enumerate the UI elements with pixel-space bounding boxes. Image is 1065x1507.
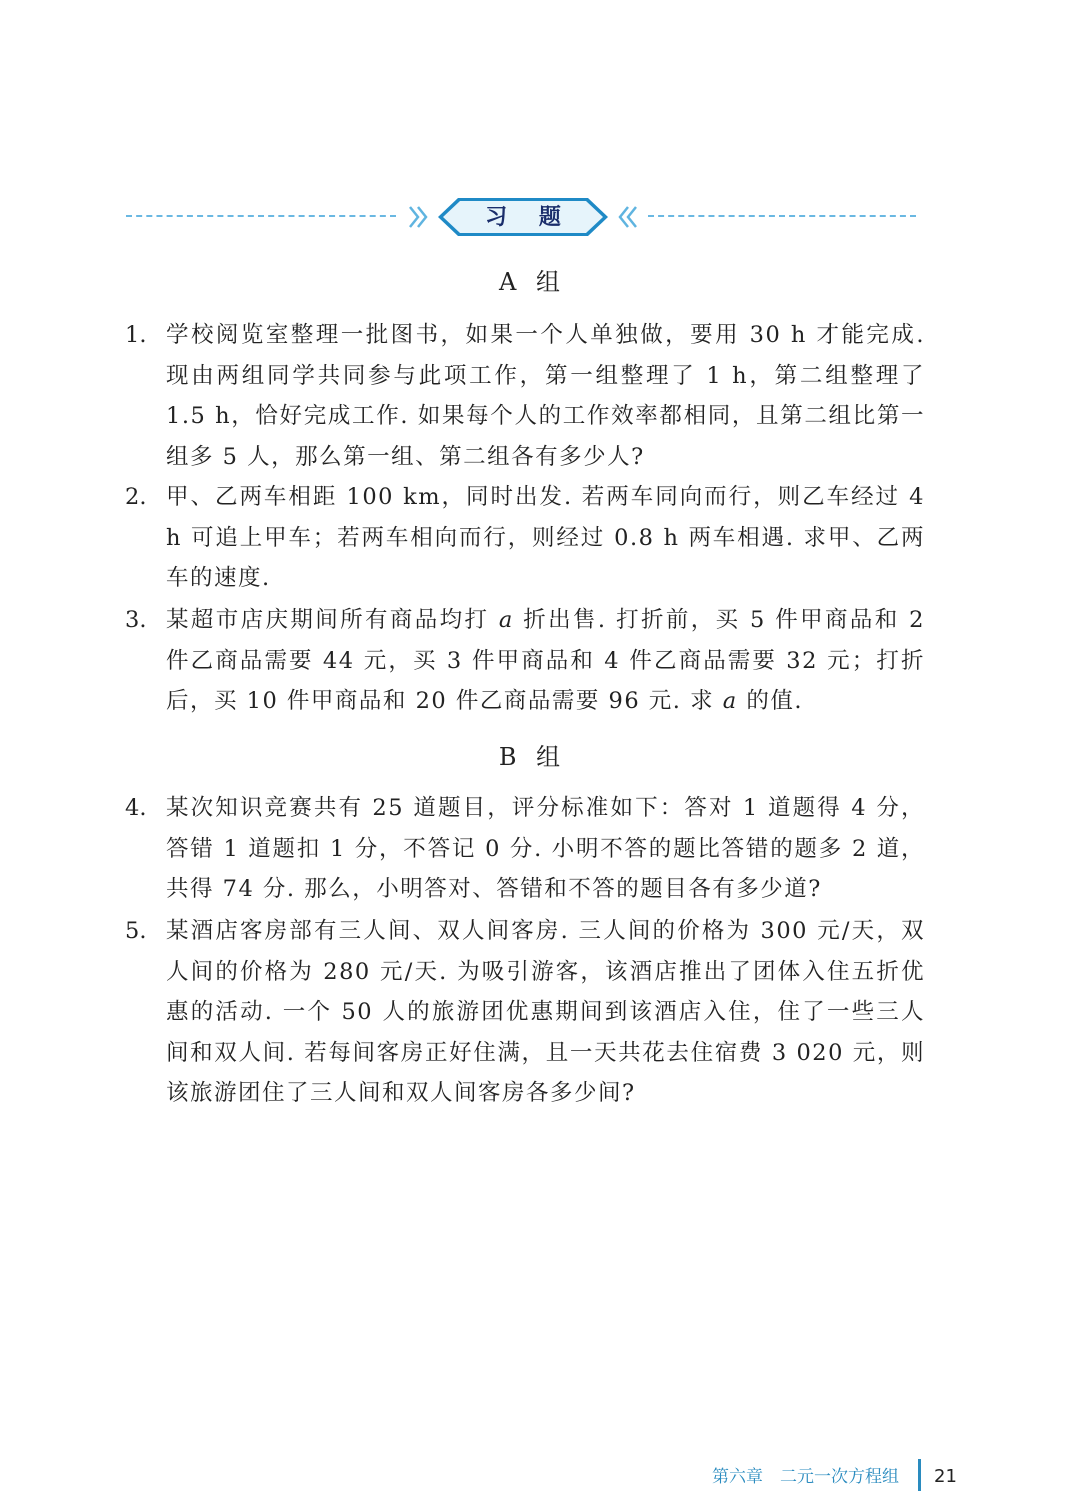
problem-text-part: 某超市店庆期间所有商品均打	[166, 607, 490, 633]
problem-text	[166, 600, 925, 722]
dashed-rule-right	[648, 215, 916, 217]
problem-text: 某酒店客房部有三人间、双人间客房. 三人间的价格为 300 元/天，双人间的价格为 280 元/天. 为吸引游客，该酒店推出了团体入住五折优惠的活动. 一个 50 人的旅游团优惠期间到该酒店入住，住了一些三人间和双人间. 若每间客房正好住满，且一天共花去住宿费 3 020 元，则该旅游团住了三人间和双人间客房各多少间?	[166, 918, 925, 1106]
exercise-title-badge	[408, 195, 638, 240]
problem-text: 某次知识竞赛共有 25 道题目，评分标准如下：答对 1 道题得 4 分，答错 1 道题扣 1 分，不答记 0 分. 小明不答的题比答错的题多 2 道，共得 74 分. 那么，小明答对、答错和不答的题目各有多少道?	[166, 795, 925, 902]
variable-a: a	[498, 607, 514, 633]
group-a-title: A 组	[499, 268, 566, 296]
problem-4	[125, 788, 925, 910]
problem-text: 学校阅览室整理一批图书，如果一个人单独做，要用 30 h 才能完成. 现由两组同学共同参与此项工作，第一组整理了 1 h，第二组整理了 1.5 h，恰好完成工作. 如果每个人的工作效率都相同，且第二组比第一组多 5 人，那么第一组、第二组各有多少人?	[166, 322, 925, 470]
problem-2	[125, 477, 925, 599]
problem-number: 4.	[125, 795, 147, 821]
problem-3	[125, 600, 925, 722]
problem-number: 1.	[125, 322, 147, 348]
problem-number: 3.	[125, 607, 147, 633]
page-number: 21	[934, 1466, 957, 1487]
footer-chapter-title: 第六章 二元一次方程组	[712, 1467, 899, 1487]
problem-1	[125, 315, 925, 477]
problem-number: 2.	[125, 484, 147, 510]
problem-5	[125, 911, 925, 1114]
exercise-header	[0, 195, 1065, 240]
problem-text-part: 的值.	[746, 688, 803, 714]
problem-number: 5.	[125, 918, 147, 944]
problem-text: 甲、乙两车相距 100 km，同时出发. 若两车同向而行，则乙车经过 4 h 可追上甲车；若两车相向而行，则经过 0.8 h 两车相遇. 求甲、乙两车的速度.	[166, 484, 925, 591]
dashed-rule-left	[126, 215, 396, 217]
exercise-title: 习 题	[485, 205, 573, 230]
variable-a: a	[722, 688, 738, 714]
problem-text-part: 折出售. 打折前，买 5 件甲商品和 2 件乙商品需要 44 元，买 3 件甲商品和 4 件乙商品需要 32 元；打折后，买 10 件甲商品和 20 件乙商品需要 96 元. 求	[166, 607, 925, 714]
group-b-title: B 组	[498, 743, 567, 771]
footer-divider	[918, 1459, 921, 1491]
